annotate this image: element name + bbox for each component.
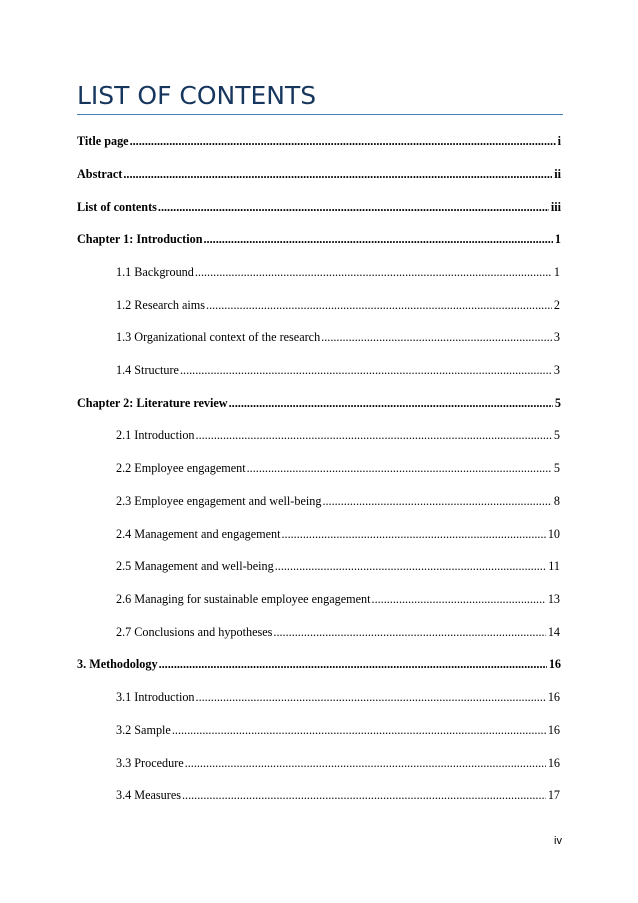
dot-leader	[196, 689, 546, 705]
toc-entry-page: 16	[547, 723, 560, 737]
toc-entry[interactable]	[116, 624, 560, 640]
toc-entry[interactable]	[116, 297, 560, 313]
toc-entry-label: 3.3 Procedure	[116, 756, 184, 770]
toc-entry-label: 1.2 Research aims	[116, 298, 206, 312]
dot-leader	[322, 493, 551, 509]
dot-leader	[275, 558, 547, 574]
toc-entry[interactable]	[116, 362, 560, 378]
page-title: LIST OF CONTENTS	[77, 81, 317, 110]
toc-entry-label: 2.4 Management and engagement	[116, 527, 281, 541]
dot-leader	[229, 395, 553, 411]
dot-leader	[123, 166, 552, 182]
toc-entry-label: 3.4 Measures	[116, 788, 181, 802]
toc-entry-label: Chapter 2: Literature review	[77, 396, 228, 410]
toc-entry[interactable]	[77, 166, 561, 182]
toc-entry-label: 2.2 Employee engagement	[116, 461, 246, 475]
dot-leader	[206, 297, 552, 313]
toc-entry-label: 2.5 Management and well-being	[116, 559, 274, 573]
toc-entry[interactable]	[116, 722, 560, 738]
dot-leader	[182, 787, 546, 803]
toc-entry-label: Title page	[77, 134, 129, 148]
toc-entry[interactable]	[77, 133, 561, 149]
toc-entry[interactable]	[77, 656, 561, 672]
toc-entry-page: 16	[547, 756, 560, 770]
toc-entry-label: 3.2 Sample	[116, 723, 171, 737]
dot-leader	[281, 526, 545, 542]
toc-entry[interactable]	[116, 329, 560, 345]
toc-entry-label: 1.3 Organizational context of the research	[116, 330, 321, 344]
toc-entry[interactable]	[77, 199, 561, 215]
dot-leader	[180, 362, 552, 378]
dot-leader	[130, 133, 556, 149]
toc-entry[interactable]	[116, 689, 560, 705]
dot-leader	[158, 199, 549, 215]
toc-entry-label: 1.4 Structure	[116, 363, 179, 377]
toc-entry-page: 10	[547, 527, 560, 541]
toc-entry-page: ii	[554, 167, 561, 181]
dot-leader	[321, 329, 552, 345]
toc-entry[interactable]	[77, 231, 561, 247]
toc-entry-label: 3.1 Introduction	[116, 690, 195, 704]
toc-entry-page: 8	[553, 494, 560, 508]
toc-entry-page: 5	[554, 396, 561, 410]
toc-entry[interactable]	[116, 460, 560, 476]
toc-entry-page: 16	[548, 657, 561, 671]
toc-entry-label: Abstract	[77, 167, 123, 181]
dot-leader	[172, 722, 546, 738]
toc-entry-page: 1	[554, 232, 561, 246]
toc-entry-label: Chapter 1: Introduction	[77, 232, 203, 246]
dot-leader	[159, 656, 547, 672]
page-number: iv	[554, 835, 562, 847]
dot-leader	[204, 231, 553, 247]
toc-entry-label: List of contents	[77, 200, 157, 214]
toc-entry-label: 2.3 Employee engagement and well-being	[116, 494, 322, 508]
toc-entry[interactable]	[116, 591, 560, 607]
toc-entry-page: 3	[553, 363, 560, 377]
toc-entry-page: 11	[548, 559, 560, 573]
dot-leader	[273, 624, 545, 640]
dot-leader	[196, 427, 552, 443]
toc-entry-page: 14	[547, 625, 560, 639]
dot-leader	[185, 755, 546, 771]
toc-entry[interactable]	[77, 395, 561, 411]
toc-entry-label: 1.1 Background	[116, 265, 194, 279]
toc-entry-page: 1	[553, 265, 560, 279]
toc-entry[interactable]	[116, 493, 560, 509]
toc-entry-page: i	[557, 134, 561, 148]
dot-leader	[247, 460, 552, 476]
toc-entry-page: 17	[547, 788, 560, 802]
toc-entry[interactable]	[116, 264, 560, 280]
toc-entry-page: 5	[553, 428, 560, 442]
toc-entry-page: 3	[553, 330, 560, 344]
dot-leader	[195, 264, 552, 280]
toc-entry-page: 13	[547, 592, 560, 606]
toc-entry-page: 5	[553, 461, 560, 475]
toc-entry[interactable]	[116, 427, 560, 443]
toc-entry[interactable]	[116, 787, 560, 803]
dot-leader	[372, 591, 546, 607]
toc-entry-label: 2.1 Introduction	[116, 428, 195, 442]
toc-entry-label: 3. Methodology	[77, 657, 158, 671]
toc-entry-page: 16	[547, 690, 560, 704]
toc-entry[interactable]	[116, 558, 560, 574]
toc-entry-page: iii	[550, 200, 561, 214]
toc-entry[interactable]	[116, 526, 560, 542]
toc-entry-label: 2.7 Conclusions and hypotheses	[116, 625, 273, 639]
toc-entry-label: 2.6 Managing for sustainable employee engagement	[116, 592, 371, 606]
toc-entry[interactable]	[116, 755, 560, 771]
toc-entry-page: 2	[553, 298, 560, 312]
